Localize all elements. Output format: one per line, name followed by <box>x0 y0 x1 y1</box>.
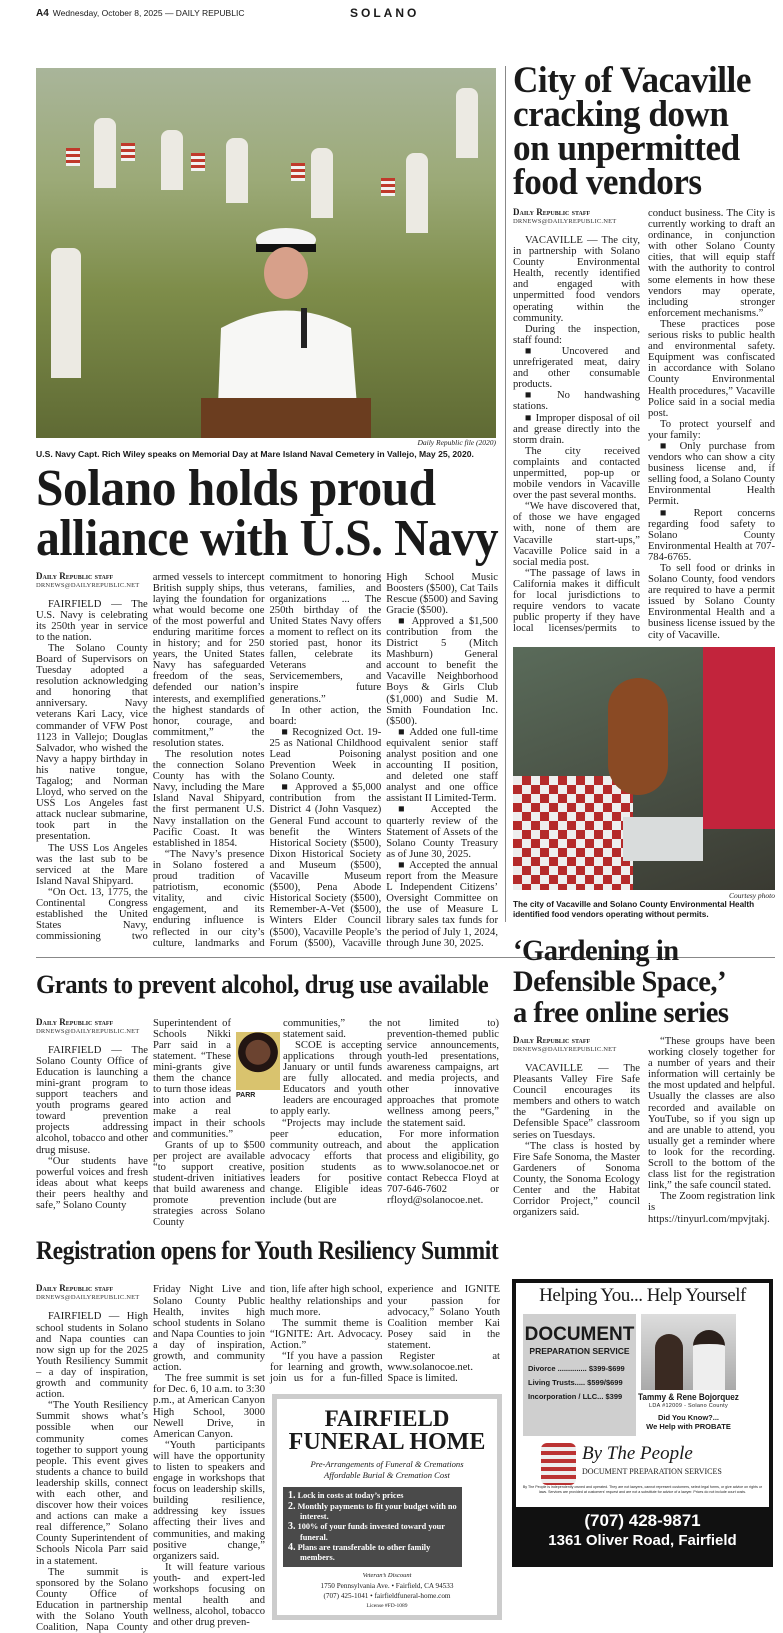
service-box <box>523 1314 636 1436</box>
paragraph: “The Youth Resiliency Summit shows what’s possible when our community comes together to support young people. This event gives students a chance to build leadership skills, connect with each other, and discover how their voices and actions can make a real difference,” Solano County Superintendent of Schools Nicola Parr said in a statement. <box>36 1400 148 1567</box>
vendors-photo-caption: The city of Vacaville and Solano County Environmental Health identified food vendors operating without permits. <box>513 900 755 919</box>
price-item: Incorporation / LLC... $399 <box>528 1392 623 1401</box>
gardening-article-body <box>513 1036 775 1225</box>
headline-line: Defensible Space,’ <box>513 965 727 998</box>
paragraph: VACAVILLE — The city, in partnership with Solano County Environmental Health, recently identified and engaged with unpermitted food vendors operating within the community. <box>513 235 640 324</box>
service-subheading: PREPARATION SERVICE <box>529 1346 630 1356</box>
paragraph: For more information about the application process and eligibility, go to www.solanocoe.net or contact Rebecca Floyd at 707-646-7602 or rfloyd@solanocoe.net. <box>387 1128 499 1207</box>
dateline: Wednesday, October 8, 2025 — DAILY REPUBLIC <box>52 8 245 18</box>
ad-title: Helping You... Help Yourself <box>539 1285 746 1306</box>
paragraph: ■ Improper disposal of oil and grease directly into the storm drain. <box>513 412 640 446</box>
grants-headline: Grants to prevent alcohol, drug use available <box>36 969 489 999</box>
brand-name: By The People <box>582 1443 693 1464</box>
paragraph: To sell food or drinks in Solano County, food vendors are required to have a permit issued by Solano County Environmental Health and a business license issued by the city of Vacaville. <box>648 563 775 641</box>
ad-contact: (707) 425-1041 • fairfieldfuneral-home.com <box>323 1592 451 1601</box>
navy-article-body <box>36 572 498 949</box>
summit-body-left <box>36 1284 265 1633</box>
paragraph: “These groups have been working closely together for a number of years and their information will certainly be the most updated and helpful. Usually the classes are also recorded and available on YouTube, so if you sign up and are unable to attend, you usually get a reminder where to look for the recording. Scroll to the bottom of the class list for the registration link,” the safe council stated. <box>648 1036 775 1192</box>
paragraph: The Solano County Board of Supervisors on Tuesday adopted a resolution acknowledging and honoring that anniversary. Navy veterans Kari Lacy, vice commander of VFW Post 1123 in Vallejo; Douglas Salvador, who wished the Navy a happy birthday in his native tongue, Tagalog; and Norman Lloyd, who served on the USS Los Angeles fast attack nuclear submarine, took part in the presentation. <box>36 642 148 843</box>
price-item: Living Trusts..... $599/$699 <box>528 1378 623 1387</box>
paragraph: ■ No handwashing stations. <box>513 390 640 413</box>
headline-line: on unpermitted <box>513 128 740 169</box>
paragraph: Register at www.solanocoe.net. Space is limited. <box>387 1351 500 1385</box>
section-name: SOLANO <box>350 6 420 20</box>
price-item: Divorce .............. $399-$699 <box>528 1364 625 1373</box>
paragraph: ■ Recognized Oct. 19-25 as National Childhood Lead Poisoning Prevention Week in Solano County. <box>269 726 382 783</box>
paragraph: “Youth participants will have the opportunity to listen to speakers and engage in workshops that focus on leadership skills, building resilience, addressing key issues affecting their lives and communities, and making positive change,” organizers said. <box>153 1439 265 1562</box>
navy-photo <box>36 68 496 438</box>
ad-address: 1750 Pennsylvania Ave. • Fairfield, CA 94533 <box>320 1582 454 1591</box>
navy-photo-caption: U.S. Navy Capt. Rich Wiley speaks on Memorial Day at Mare Island Naval Cemetery in Vallejo, May 25, 2020. <box>36 449 474 459</box>
vendors-photo-credit: Courtesy photo <box>728 891 775 900</box>
paragraph: “The class is hosted by Fire Safe Sonoma, the Master Gardeners of Sonoma County, the Sonoma Ecology Center and the Habitat Corridor Project,” council organizers said. <box>513 1140 640 1219</box>
paragraph: Superintendent of Schools Nikki Parr said in a statement. “These mini-grants give them the chance to turn those ideas into action and make a real impact in their schools and communities.” <box>153 1017 265 1140</box>
paragraph: “We have discovered that, of those we have engaged with, none of them are Vacaville start-ups,” Vacaville Police said in a social media post. <box>513 501 640 568</box>
paragraph: To protect yourself and your family: <box>648 418 775 441</box>
headline-line: cracking down <box>513 94 729 135</box>
page-header <box>36 8 244 19</box>
ad-disclaimer: By The People is independently owned and operated. They are not lawyers, cannot represent customers, select legal forms, or give advice on rights or laws. Services are provided at customers’ request and are not a substitute for advice of a lawyer. Prices do not include court costs. <box>522 1485 763 1494</box>
grants-column-3 <box>270 1018 382 1207</box>
lda-number: LDA #12009 - Solano County <box>648 1403 729 1409</box>
grants-headline-wrap <box>36 970 512 1000</box>
paragraph: ■ Uncovered and unrefrigerated meat, dairy and other consumable products. <box>513 345 640 391</box>
fairfield-funeral-home-ad[interactable] <box>272 1394 502 1620</box>
paragraph: SCOE is accepting applications through January or until funds are fully allocated. Educators and youth leaders are encouraged to apply early. <box>270 1039 382 1118</box>
paragraph: ■ Accepted the annual report from the Measure L Independent Citizens’ Oversight Committee on the use of Measure L library sales tax funds for the period of July 1, 2024, through June 30, 2025. <box>386 859 498 949</box>
paragraph: VACAVILLE — The Pleasants Valley Fire Safe Council encourages its members and others to watch the “Gardening in the Defensible Space” classroom series on Tuesdays. <box>513 1063 640 1141</box>
paragraph: ■ Approved a $5,000 contribution from the District 4 (John Vasquez) General Fund account to benefit the Winters Historical Society ($500), Dixon Historical Society and Museum ($500), Vacaville Museum ($500), Pena Abode Historical Society ($500), Remember-A-Vet ($500), Winters Elder Council ($500), Vacaville People’s Forum ($500), Vacaville High School Music Boosters ($500), Cat Tails Rescue ($500) and Saving Gracie ($500). <box>269 571 498 949</box>
paragraph: The free summit is set for Dec. 6, 10 a.m. to 3:30 p.m., at American Canyon High School, 3000 Newell Drive, in American Canyon. <box>153 1373 265 1440</box>
headline-line: a free online series <box>513 996 729 1029</box>
paragraph: not limited to) prevention-themed public service announcements, youth-led presentations, awareness campaigns, art and media projects, and other innovative approaches that promote wellness among peers,” the statement said. <box>387 1017 499 1129</box>
did-you-know: Did You Know?... <box>658 1413 719 1422</box>
headline-line: food vendors <box>513 162 702 203</box>
summit-body-right <box>270 1284 500 1384</box>
paragraph: tion, life after high school, healthy relationships and much more. <box>270 1284 383 1318</box>
parr-headshot <box>236 1032 280 1090</box>
benefit-item: 2. Monthly payments to fit your budget with no interest. <box>288 1500 457 1521</box>
ad-benefits-list <box>283 1487 462 1567</box>
probate-note: We Help with PROBATE <box>646 1422 731 1431</box>
paragraph: “The Navy’s presence in Solano fostered a proud tradition of patriotism, economic vitality, and civic engagement, and its enduring influence is reflected in our city’s culture, landmarks and commitment to honoring veterans, families, and organizations ... The 250th birthday of the United States Navy offers a moment to reflect on its storied past, honor its fallen, celebrate its Veterans and Servicemembers, and inspire future generations.” <box>152 571 382 949</box>
summit-headline-wrap <box>36 1236 545 1266</box>
grants-column-1 <box>36 1018 148 1211</box>
ad-subtitle: Pre-Arrangements of Funeral & Cremations <box>310 1459 464 1470</box>
ad-title: FAIRFIELD <box>324 1406 450 1432</box>
page-number: A4 <box>36 8 49 19</box>
paragraph: During the inspection, staff found: <box>513 323 640 346</box>
benefit-item: 3. 100% of your funds invested toward your funeral. <box>288 1521 445 1542</box>
paragraph: The USS Los Angeles was the last sub to be serviced at the Mare Island Naval Shipyard. <box>36 842 148 887</box>
food-vendor-photo <box>513 647 775 890</box>
bell-flag-logo <box>541 1443 576 1485</box>
benefit-item: 1. Lock in costs at today’s prices <box>288 1490 404 1502</box>
brand-subtitle: DOCUMENT PREPARATION SERVICES <box>582 1467 722 1476</box>
paragraph: The resolution notes the connection Solano County has with the Navy, including the Mare Island Naval Shipyard, the first permanent U.S. Navy installation on the Pacific Coast. It was established in 1854. <box>152 749 265 849</box>
headline-line: City of Vacaville <box>513 60 751 101</box>
ad-address: 1361 Oliver Road, Fairfield <box>548 1532 737 1549</box>
paragraph: The summit is sponsored by the Solano County Office of Education in partnership with the Solano Youth Coalition, Napa County Friday Night Live and Solano County Public Health, invites high school students in Solano and Napa Counties to join a day of inspiration, growth, and community action. <box>36 1284 265 1633</box>
paragraph: ■ Added one full-time equivalent senior staff analyst position and one accounting II position, and deleted one staff analyst and one office assistant II Limited-Term. <box>386 726 498 805</box>
byline: Daily Republic staff DRNEWS@DAILYREPUBLIC.NET <box>513 1035 617 1053</box>
paragraph: The summit theme is “IGNITE: Art. Advocacy. Action.” <box>270 1317 383 1351</box>
paragraph: It will feature various youth- and expert-led workshops focusing on mental health and wellness, alcohol, tobacco and other drug preven- <box>153 1561 265 1629</box>
column-divider <box>505 66 506 922</box>
paragraph: ■ Approved a $1,500 contribution from the District 5 (Mitch Mashburn) General account to benefit the Vacaville Neighborhood Boys & Girls Club ($1,000) and Sudie M. Smith Foundation Inc. ($500). <box>386 615 498 727</box>
navy-photo-credit: Daily Republic file (2020) <box>417 438 496 447</box>
headline-line: ‘Gardening in <box>513 934 679 967</box>
byline: Daily Republic staff DRNEWS@DAILYREPUBLIC.NET <box>36 1016 140 1035</box>
benefit-item: 4. Plans are transferable to other family members. <box>288 1541 431 1563</box>
gardening-headline <box>513 935 775 1028</box>
ad-license: License #FD-1089 <box>366 1603 408 1610</box>
paragraph: Grants of up to $500 per project are available “to support creative, student-driven initiatives that build awareness and promote prevention strategies across Solano County <box>153 1139 265 1229</box>
byline: Daily Republic staff DRNEWS@DAILYREPUBLIC.NET <box>36 570 140 589</box>
paragraph: ■ Only purchase from vendors who can show a city business license and, if selling food, a Solano County Environmental Health Permit. <box>648 440 775 508</box>
ad-phone: (707) 428-9871 <box>584 1511 701 1530</box>
paragraph: FAIRFIELD — The U.S. Navy is celebrating its 250th year in service to the nation. <box>36 598 148 643</box>
byline: Daily Republic staff DRNEWS@DAILYREPUBLIC.NET <box>36 1283 140 1302</box>
paragraph: “Our students have powerful voices and fresh ideas about what keeps their peers healthy and safe,” Solano County <box>36 1155 148 1211</box>
paragraph: “If you have a passion for learning and growth, join us for a fun-filled experience and IGNITE your passion for advocacy,” Solano Youth Coalition member Kai Posey said in the statement. <box>270 1284 500 1385</box>
navy-story <box>36 449 502 949</box>
navy-headline: Solano holds proud alliance with U.S. Navy <box>36 459 499 567</box>
summit-headline: Registration opens for Youth Resiliency Summit <box>36 1236 499 1266</box>
ad-title: FUNERAL HOME <box>288 1429 486 1456</box>
paragraph: FAIRFIELD — The Solano County Office of Education is launching a mini-grant program to support teachers and youth programs geared toward prevention projects addressing alcohol, tobacco and other drug misuse. <box>36 1044 148 1156</box>
paragraph: These practices pose serious risks to public health and environmental safety. Equipment was confiscated in accordance with Solano County Environmental Health procedures,” Vacaville Police said in a social media post. <box>648 318 775 419</box>
paragraph: ■ Report concerns regarding food safety to Solano County Environmental Health at 707-784-6765. <box>648 507 775 563</box>
ad-subtitle: Affordable Burial & Cremation Cost <box>324 1470 450 1481</box>
ad-discount: Veteran’s Discount <box>362 1572 412 1580</box>
paragraph: The Zoom registration link is https://tinyurl.com/mpvjtakj. <box>648 1191 775 1225</box>
owners-photo <box>641 1314 736 1390</box>
paragraph: communities,” the statement said. <box>283 1017 382 1040</box>
owner-names: Tammy & Rene Bojorquez <box>638 1392 739 1402</box>
vendors-headline <box>513 60 775 203</box>
by-the-people-ad[interactable] <box>512 1279 773 1567</box>
paragraph: “The passage of laws in California makes it difficult for local jurisdictions to require vendors to vacate public property if they have local licenses/permits to conduct business. The City is currently working to draft an ordinance, in conjunction with other Solano County cities, that will equip staff with the authority to control some elements in how these vendors may operate, including stronger enforcement mechanisms.” <box>513 208 775 635</box>
paragraph: “Projects may include peer education, community outreach, and advocacy efforts that position students as leaders for positive change. Eligible ideas include (but are <box>270 1117 382 1207</box>
vendors-story <box>513 60 775 920</box>
paragraph: FAIRFIELD — High school students in Solano and Napa counties can now sign up for the 2025 Youth Resiliency Summit – a day of inspiration, growth and community action. <box>36 1311 148 1401</box>
parr-photo-label: PARR <box>236 1091 256 1099</box>
paragraph: “On Oct. 13, 1775, the Continental Congress established the United States Navy, commissioning two armed vessels to intercept British supply ships, thus laying the foundation for what would become one of the most powerful and enduring maritime forces in history; and for 250 years, the United States Navy has safeguarded freedom of the seas, defended our nation’s interests, and exemplified the highest standards of honor, courage, and commitment,” the resolution states. <box>36 571 265 943</box>
paragraph: The city received complaints and contacted unpermitted, pop-up or mobile vendors in Vacaville over the past several months. <box>513 445 640 502</box>
paragraph: In other action, the board: <box>269 704 382 727</box>
vendors-article-body <box>513 208 775 641</box>
byline: Daily Republic staff DRNEWS@DAILYREPUBLIC.NET <box>513 207 617 225</box>
paragraph: ■ Accepted the quarterly review of the Statement of Assets of the Solano County Treasury as of June 30, 2025. <box>386 804 498 860</box>
service-heading: DOCUMENT <box>524 1324 635 1345</box>
grants-column-4 <box>387 1018 499 1207</box>
